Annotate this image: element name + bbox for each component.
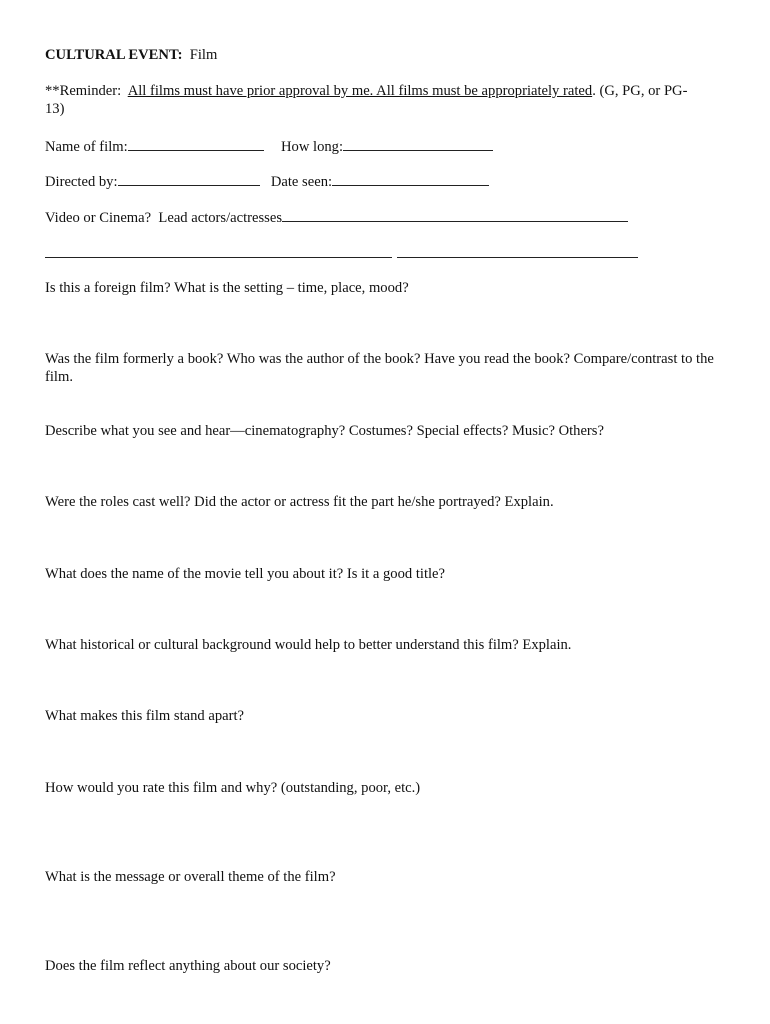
reminder-rule: All films must have prior approval by me. All films must be appropriately rated (127, 83, 593, 99)
date-seen-label: Date seen: (270, 174, 333, 190)
video-or-cinema-label: Video or Cinema? (45, 210, 152, 226)
question-background: What historical or cultural background would help to better understand this film? Explain. (45, 637, 572, 653)
question-rating: How would you rate this film and why? (outstanding, poor, etc.) (45, 780, 421, 796)
date-seen-blank[interactable] (332, 171, 489, 186)
actors-row (45, 207, 628, 227)
question-casting: Were the roles cast well? Did the actor or actress fit the part he/she portrayed? Explain. (45, 494, 554, 510)
page-title (45, 46, 217, 64)
reminder-suffix: . (G, PG, or PG- (592, 83, 688, 99)
question-society: Does the film reflect anything about our society? (45, 958, 331, 974)
name-of-film-label: Name of film: (45, 139, 128, 155)
reminder (45, 82, 735, 118)
name-of-film-blank[interactable] (128, 136, 264, 151)
event-label: CULTURAL EVENT: (45, 47, 183, 63)
question-foreign-film: Is this a foreign film? What is the setting – time, place, mood? (45, 280, 409, 296)
lead-actors-blank[interactable] (282, 207, 628, 222)
question-sight-sound: Describe what you see and hear—cinematography? Costumes? Special effects? Music? Others? (45, 423, 604, 439)
reminder-prefix: **Reminder: (45, 83, 122, 99)
question-book: Was the film formerly a book? Who was the author of the book? Have you read the book? Compare/contrast to the film. (45, 351, 714, 385)
question-title: What does the name of the movie tell you about it? Is it a good title? (45, 566, 446, 582)
how-long-label: How long: (281, 139, 344, 155)
film-name-row (45, 136, 493, 156)
directed-by-label: Directed by: (45, 174, 118, 190)
event-value: Film (189, 47, 218, 63)
question-theme: What is the message or overall theme of the film? (45, 869, 336, 885)
how-long-blank[interactable] (343, 136, 493, 151)
actors-blank-line-2[interactable] (397, 257, 638, 258)
actors-blank-line-1[interactable] (45, 257, 392, 258)
director-row (45, 171, 489, 191)
directed-by-blank[interactable] (118, 171, 260, 186)
reminder-continuation: 13) (45, 101, 65, 117)
question-stand-apart: What makes this film stand apart? (45, 708, 244, 724)
lead-actors-label: Lead actors/actresses (158, 210, 282, 226)
